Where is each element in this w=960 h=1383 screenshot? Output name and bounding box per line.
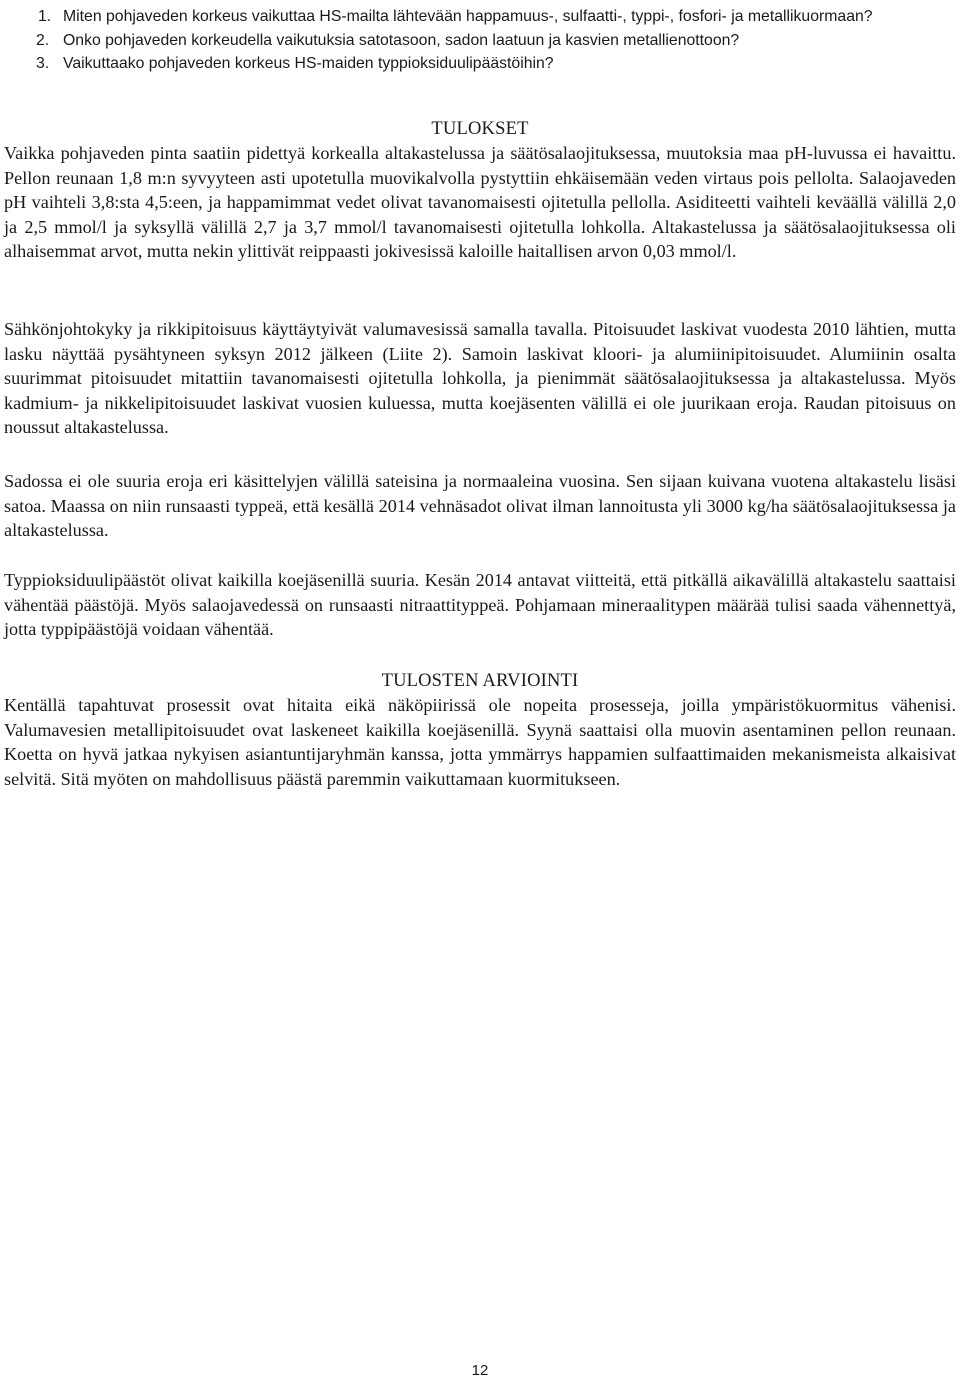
research-question-text: Onko pohjaveden korkeudella vaikutuksia satotasoon, sadon laatuun ja kasvien metallienottoon? <box>63 31 740 49</box>
results-heading: TULOKSET <box>431 119 529 139</box>
page-number: 12 <box>471 1362 489 1379</box>
results-paragraph-1: Vaikka pohjaveden pinta saatiin pidettyä korkealla altakastelussa ja säätösalaojituksessa, muutoksia maa pH-luvussa ei havaittu. Pellon reunaan 1,8 m:n syvyyteen asti upotetulla muovikalvolla pystyttiin ehkäisemään veden virtaus pois pellolta. Salaojaveden pH vaihteli 3,8:sta 4,5:een, ja happamimmat vedet olivat tavanomaisesti ojitetulla pellolla. Asiditeetti vaihteli keväällä välillä 2,0 ja 2,5 mmol/l ja syksyllä välillä 2,7 ja 3,7 mmol/l tavanomaisesti ojitetulla lohkolla. Altakastelussa ja säätösalaojituksessa oli alhaisemmat arvot, mutta nekin ylittivät reippaasti jokivesissä kaloille haitallisen arvon 0,03 mmol/l. <box>4 143 956 262</box>
research-question-item <box>38 52 918 76</box>
research-question-item <box>38 5 918 29</box>
research-question-item <box>38 29 918 53</box>
list-number: 2. <box>36 31 50 49</box>
research-questions-list <box>38 5 918 76</box>
results-paragraph-4: Typpioksiduulipäästöt olivat kaikilla koejäsenillä suuria. Kesän 2014 antavat viitteitä, että pitkällä aikavälillä altakastelu saattaisi vähentää päästöjä. Myös salaojavedessä on runsaasti nitraattityppeä. Pohjamaan mineraalitypen määrää tulisi saada vähennettyä, jotta typpipäästöjä voidaan vähentää. <box>4 570 956 640</box>
list-number: 3. <box>36 55 50 72</box>
results-paragraph-2: Sähkönjohtokyky ja rikkipitoisuus käyttäytyivät valumavesissä samalla tavalla. Pitoisuudet laskivat vuodesta 2010 lähtien, mutta lasku näyttää pysähtyneen syksyn 2012 jälkeen (Liite 2). Samoin laskivat kloori- ja alumiinipitoisuudet. Alumiinin osalta suurimmat pitoisuudet mitattiin tavanomaisesti ojitetulla lohkolla, ja pienimmät säätösalaojituksessa ja altakastelussa. Myös kadmium- ja nikkelipitoisuudet laskivat vuosien kuluessa, mutta koejäsenten välillä ei ole juurikaan eroja. Raudan pitoisuus on noussut altakastelussa. <box>4 319 956 438</box>
evaluation-paragraph: Kentällä tapahtuvat prosessit ovat hitaita eikä näköpiirissä ole nopeita prosesseja, joilla ympäristökuormitus vähenisi. Valumavesien metallipitoisuudet ovat laskeneet kaikilla koejäsenillä. Syynä saattaisi olla muovin asentaminen pellon reunaan. Koetta on hyvä jatkaa nykyisen asiantuntijaryhmän kanssa, jotta ymmärrys happamien sulfaattimaiden mekanismeista alkaisivat selvitä. Sitä myöten on mahdollisuus päästä paremmin vaikuttamaan kuormitukseen. <box>4 695 956 789</box>
evaluation-heading: TULOSTEN ARVIOINTI <box>381 671 579 691</box>
results-paragraph-3: Sadossa ei ole suuria eroja eri käsittelyjen välillä sateisina ja normaaleina vuosina. Sen sijaan kuivana vuotena altakastelu lisäsi satoa. Maassa on niin runsaasti typpeä, että kesällä 2014 vehnäsadot olivat ilman lannoitusta yli 3000 kg/ha säätösalaojituksessa ja altakastelussa. <box>4 471 956 541</box>
research-question-text: Vaikuttaako pohjaveden korkeus HS-maiden typpioksiduulipäästöihin? <box>63 55 554 72</box>
research-question-text: Miten pohjaveden korkeus vaikuttaa HS-mailta lähtevään happamuus-, sulfaatti-, typpi-, fosfori- ja metallikuormaan? <box>63 8 873 25</box>
list-number: 1. <box>38 8 52 25</box>
